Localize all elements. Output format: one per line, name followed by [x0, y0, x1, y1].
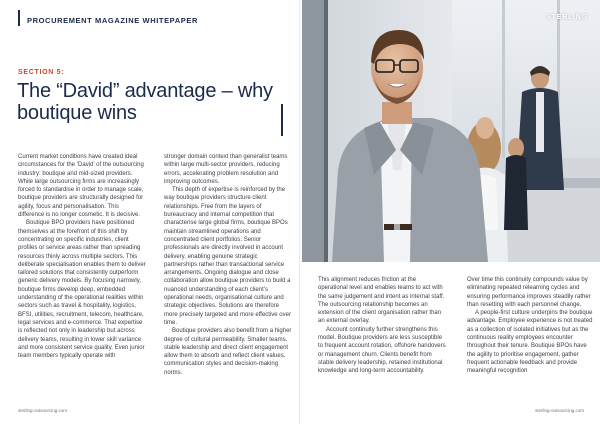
- paragraph: A people-first culture underpins the boutique advantage. Employee experience is not treated as a collection of isolated initiatives but as the continuous reality employees encounter throughout their tenure. Boutique BPOs have the agility to prioritise engagement, gather frequent actionable feedback and provide meaningful recognition: [467, 310, 593, 375]
- brand-label: STERLING: [546, 14, 588, 21]
- office-photo-illustration: [302, 0, 600, 262]
- section-title: The “David” advantage – why boutique wins: [17, 80, 273, 124]
- footer-url-left: sterling-outsourcing.com: [18, 408, 68, 413]
- paragraph: This alignment reduces friction at the operational level and enables teams to act with the same judgement and intent as internal staff. The outsourcing relationship becomes an extension of the client organisation rather than an external overlay.: [318, 277, 445, 325]
- paragraph: This depth of expertise is reinforced by the way boutique providers structure client relationships. Free from the layers of bureaucracy and internal competition that characterise large global firms, boutique BPOs maintain streamlined operations and concentrated client portfolios. Senior professionals are directly involved in account delivery, enabling genuine strategic partnerships rather than transactional service arrangements. Ongoing dialogue and close collaboration allow boutique providers to build a nuanced understanding of each client’s operational needs, organisational culture and strategic objectives. Solutions are therefore more precisely targeted and more effective over time.: [164, 187, 291, 326]
- paragraph: Current market conditions have created ideal circumstances for the ‘David’ of the outsourcing industry: boutique and mid-sized providers. While large outsourcing firms are increasingly forced to standardise in order to manage scale, boutique providers are structurally designed for agility, focus and personalisation. This difference is no longer cosmetic. It is decisive.: [18, 154, 144, 219]
- paragraph: stronger domain context than generalist teams within large multi-sector providers, reducing errors, accelerating problem resolution and improving outcomes.: [164, 154, 288, 185]
- paragraph: Account continuity further strengthens this model. Boutique providers are less susceptible to frequent account rotation, offshore handovers or management churn. Clients benefit from stable delivery leadership, retained institutional knowledge and long-term accountability.: [318, 326, 446, 375]
- office-photo: [302, 0, 600, 262]
- text-column-4: [467, 276, 595, 376]
- paragraph: Boutique BPO providers have positioned themselves at the forefront of this shift by concentrating on specific industries, client profiles or service areas rather than spreading resources thinly across multiple sectors. This deliberate specialisation enables them to deliver tailored solutions that consistently outperform generic delivery models. By focusing narrowly, boutique firms develop deep, embedded understanding of the operational realities within sectors such as travel & hospitality, logistics, BFSI, utilities, recruitment, telecom, healthcare, legal services and e-commerce. That expertise is reflected not only in leadership but across delivery teams, resulting in lower skill variance and more consistent service quality. Even junior team members typically operate with: [18, 220, 146, 360]
- paragraph: Boutique providers also benefit from a higher degree of cultural permeability. Smaller teams, stable leadership and direct client engagement allow them to absorb and reflect client values, communication styles and decision-making norms.: [164, 328, 292, 376]
- text-column-1: [18, 153, 146, 360]
- text-column-2: [164, 153, 292, 377]
- publication-header: [18, 10, 198, 26]
- section-label: SECTION 5:: [18, 69, 65, 76]
- footer-url-right: sterling-outsourcing.com: [534, 408, 584, 413]
- text-column-3: [318, 276, 446, 376]
- title-rule: [281, 104, 283, 136]
- paragraph: Over time this continuity compounds value by eliminating repeated relearning cycles and ensuring performance improves steadily rather than resetting with each personnel change.: [467, 277, 591, 308]
- publication-title: PROCUREMENT MAGAZINE WHITEPAPER: [27, 16, 198, 25]
